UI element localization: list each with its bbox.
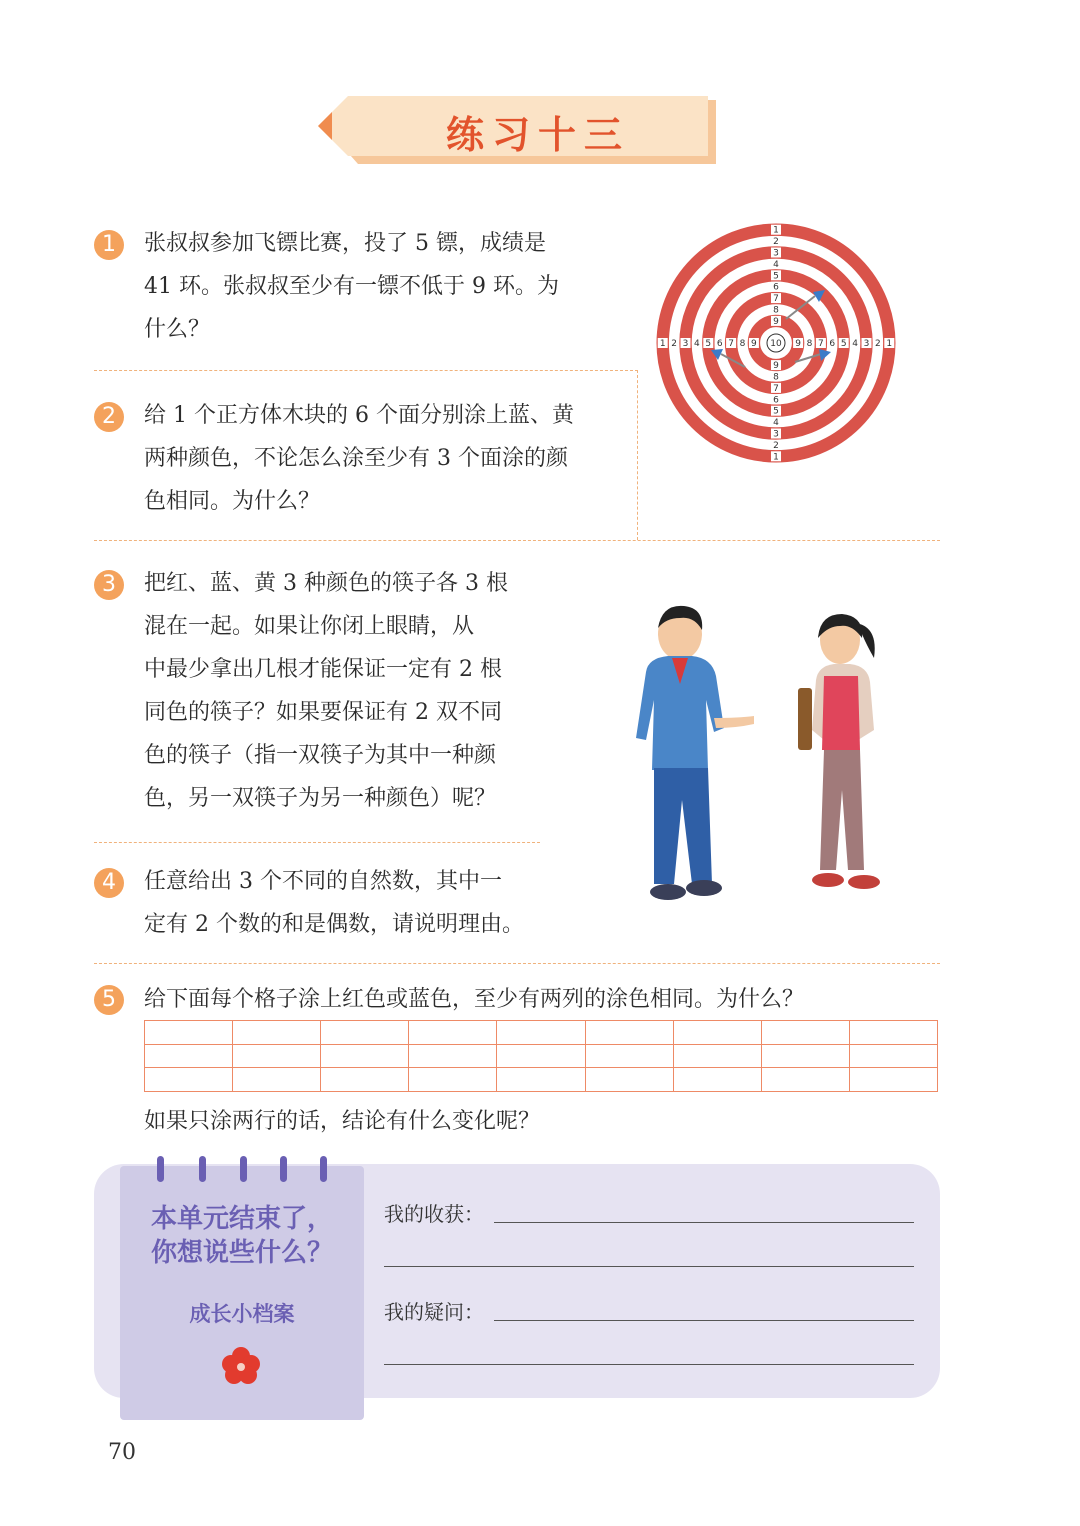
grid-cell[interactable]	[233, 1044, 321, 1068]
question-5-text: 给下面每个格子涂上红色或蓝色，至少有两列的涂色相同。为什么？	[144, 987, 805, 1012]
divider	[94, 540, 940, 541]
gains-line[interactable]	[384, 1266, 914, 1267]
grid-cell[interactable]	[585, 1044, 673, 1068]
dartboard-bullseye-number: 10	[770, 339, 782, 349]
question-1-line: 41 环。张叔叔至少有一镖不低于 9 环。为	[144, 274, 559, 299]
dartboard-ring-number: 9	[773, 361, 779, 372]
divider	[637, 370, 638, 540]
dartboard-ring-number: 7	[773, 383, 779, 394]
grid-cell[interactable]	[849, 1021, 937, 1045]
grid-cell[interactable]	[585, 1068, 673, 1092]
review-title-line-1: 本单元结束了，	[150, 1204, 333, 1234]
dartboard-ring-number: 3	[773, 248, 779, 259]
question-3-number: 3	[94, 570, 124, 600]
question-3-line: 同色的筷子？如果要保证有 2 双不同	[144, 700, 502, 725]
dartboard-ring-number: 5	[773, 406, 779, 417]
dartboard-ring-number: 8	[773, 372, 779, 383]
grid-cell[interactable]	[409, 1021, 497, 1045]
flower-icon	[220, 1346, 262, 1386]
children-illustration	[628, 600, 908, 920]
dartboard-ring-number: 4	[773, 418, 779, 429]
gains-label: 我的收获：	[384, 1202, 484, 1226]
dartboard-ring-number: 1	[773, 225, 779, 236]
grid-cell[interactable]	[497, 1044, 585, 1068]
question-3-text	[144, 562, 508, 820]
dartboard-ring-number: 1	[659, 339, 666, 349]
question-5-number: 5	[94, 985, 124, 1015]
dartboard-ring-number: 7	[773, 294, 779, 305]
grid-cell[interactable]	[145, 1068, 233, 1092]
dartboard-ring-number: 2	[875, 339, 881, 349]
question-3-line: 混在一起。如果让你闭上眼睛，从	[144, 614, 475, 639]
grid-cell[interactable]	[673, 1068, 761, 1092]
grid-cell[interactable]	[145, 1044, 233, 1068]
page-number: 70	[108, 1440, 136, 1465]
question-2-number: 2	[94, 402, 124, 432]
binder-ring-icon	[320, 1156, 327, 1182]
dartboard-ring-number: 8	[773, 305, 779, 316]
coloring-grid	[144, 1020, 938, 1092]
dartboard-ring-number: 8	[806, 339, 813, 349]
question-1-number: 1	[94, 230, 124, 260]
questions-line[interactable]	[384, 1364, 914, 1365]
question-4-line: 任意给出 3 个不同的自然数，其中一	[144, 869, 502, 894]
question-1-line: 什么？	[144, 317, 211, 342]
question-1-text	[144, 222, 559, 351]
question-2-line: 给 1 个正方体木块的 6 个面分别涂上蓝、黄	[144, 403, 574, 428]
grid-cell[interactable]	[233, 1021, 321, 1045]
question-4-number: 4	[94, 868, 124, 898]
dartboard-ring-number: 6	[829, 339, 836, 349]
dartboard-ring-number: 9	[773, 316, 779, 327]
dartboard-illustration	[655, 222, 897, 464]
question-2-line: 色相同。为什么？	[144, 489, 321, 514]
question-2-text	[144, 394, 574, 523]
grid-cell[interactable]	[585, 1021, 673, 1045]
grid-cell[interactable]	[497, 1068, 585, 1092]
questions-line[interactable]	[494, 1320, 914, 1321]
question-2-line: 两种颜色，不论怎么涂至少有 3 个面涂的颜	[144, 446, 568, 471]
dartboard-ring-number: 5	[705, 339, 712, 349]
page-title: 练习十三	[445, 113, 630, 157]
title-banner	[318, 96, 716, 164]
binder-ring-icon	[240, 1156, 247, 1182]
binder-ring-icon	[280, 1156, 287, 1182]
divider	[94, 370, 638, 371]
dartboard-ring-number: 6	[773, 395, 779, 406]
dartboard-ring-number: 3	[773, 429, 779, 440]
grid-cell[interactable]	[321, 1021, 409, 1045]
dartboard-ring-number: 4	[852, 339, 858, 349]
dartboard-ring-number: 1	[886, 339, 893, 349]
dartboard-ring-number: 5	[840, 339, 847, 349]
question-4-line: 定有 2 个数的和是偶数，请说明理由。	[144, 912, 524, 937]
grid-cell[interactable]	[673, 1044, 761, 1068]
grid-cell[interactable]	[761, 1068, 849, 1092]
dartboard-ring-number: 2	[773, 440, 779, 451]
dartboard-ring-number: 8	[739, 339, 746, 349]
grid-cell[interactable]	[849, 1044, 937, 1068]
dartboard-ring-number: 4	[694, 339, 700, 349]
dartboard-ring-number: 4	[773, 259, 779, 270]
binder-ring-icon	[157, 1156, 164, 1182]
dartboard-ring-number: 3	[682, 339, 689, 349]
boy-figure	[636, 606, 754, 900]
dartboard-ring-number: 1	[773, 452, 779, 463]
grid-cell[interactable]	[409, 1068, 497, 1092]
dartboard-ring-number: 3	[863, 339, 870, 349]
grid-cell[interactable]	[145, 1021, 233, 1045]
review-title-line-2: 你想说些什么？	[150, 1238, 333, 1268]
girl-figure	[798, 614, 880, 889]
question-1-line: 张叔叔参加飞镖比赛，投了 5 镖，成绩是	[144, 231, 546, 256]
grid-cell[interactable]	[409, 1044, 497, 1068]
grid-cell[interactable]	[761, 1044, 849, 1068]
dartboard-ring-number: 9	[795, 339, 801, 349]
dartboard-ring-number: 2	[773, 237, 779, 248]
grid-cell[interactable]	[497, 1021, 585, 1045]
dartboard-ring-number: 5	[773, 271, 779, 282]
question-3-line: 把红、蓝、黄 3 种颜色的筷子各 3 根	[144, 571, 508, 596]
questions-label: 我的疑问：	[384, 1300, 484, 1324]
dartboard-ring-number: 2	[671, 339, 677, 349]
grid-cell[interactable]	[233, 1068, 321, 1092]
dartboard-ring-number: 9	[751, 339, 757, 349]
divider	[94, 842, 540, 843]
review-subtitle: 成长小档案	[189, 1302, 295, 1326]
grid-cell[interactable]	[321, 1068, 409, 1092]
dartboard-ring-number: 6	[716, 339, 723, 349]
dartboard-ring-number: 7	[818, 339, 824, 349]
grid-cell[interactable]	[673, 1021, 761, 1045]
grid-cell[interactable]	[849, 1068, 937, 1092]
dartboard-ring-number: 7	[728, 339, 734, 349]
binder-ring-icon	[199, 1156, 206, 1182]
grid-cell[interactable]	[761, 1021, 849, 1045]
dartboard-ring-number: 6	[773, 282, 779, 293]
question-3-line: 色，另一双筷子为另一种颜色）呢？	[144, 786, 497, 811]
question-5-followup: 如果只涂两行的话，结论有什么变化呢？	[144, 1109, 541, 1134]
question-3-line: 色的筷子（指一双筷子为其中一种颜	[144, 743, 497, 768]
question-3-line: 中最少拿出几根才能保证一定有 2 根	[144, 657, 502, 682]
question-4-text	[144, 860, 524, 946]
divider	[94, 963, 940, 964]
gains-line[interactable]	[494, 1222, 914, 1223]
grid-cell[interactable]	[321, 1044, 409, 1068]
